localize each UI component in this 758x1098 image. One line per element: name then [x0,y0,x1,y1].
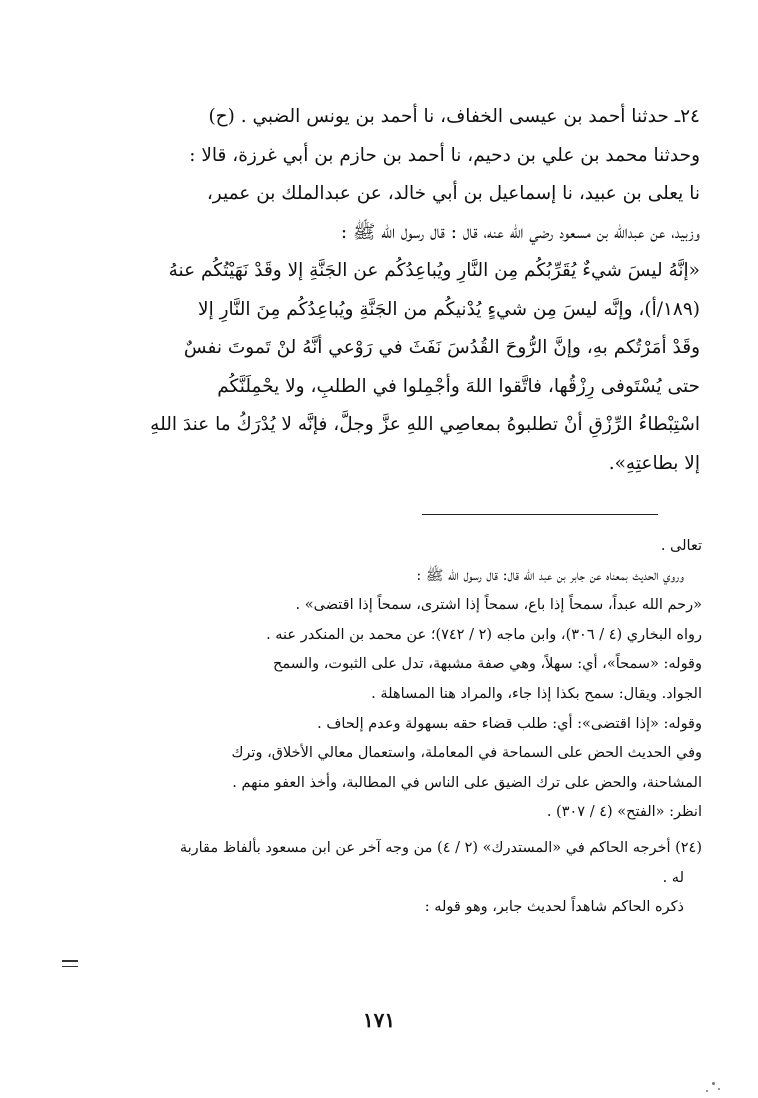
main-line-5: «إنَّهُ ليسَ شيءٌ يُقَرِّبُكُم مِن النَّارِ ويُباعِدُكُم عن الجَنَّةِ إلا وقَدْ نَهَيْتُكُم عنهُ [168,260,700,281]
footnote-line-3: «رحم الله عبداً، سمحاً إذا باع، سمحاً إذا اشترى، سمحاً إذا اقتضى» . [295,597,702,614]
footnote-24-line-3: ذكره الحاكم شاهداً لحديث جابر، وهو قوله : [424,899,684,916]
main-line-9: اسْتِبْطاءُ الرِّزْقِ أنْ تطلبوهُ بمعاصِي اللهِ عزَّ وجلَّ، فإنَّه لا يُدْرَكُ ما عندَ اللهِ [150,414,700,435]
scan-speck [706,1090,708,1092]
scan-speck [712,1082,715,1085]
footnote-24-line-1: (٢٤) أخرجه الحاكم في «المستدرك» (٢ / ٤) من وجه آخر عن ابن مسعود بألفاظ مقاربة [179,839,702,856]
footnote-line-1: تعالى . [660,538,702,554]
main-line-10: إلا بطاعتِهِ». [608,452,700,474]
continuation-mark-bar-top [62,960,78,962]
footnote-line-7: وقوله: «إذا اقتضى»: أي: طلب قضاء حقه بسهولة وعدم إلحاف . [317,715,702,732]
footnote-line-5: وقوله: «سمحاً»، أي: سهلاً، وهي صفة مشبهة، تدل على الثبوت، والسمح [273,656,702,673]
main-line-3: نا يعلى بن عبيد، نا إسماعيل بن أبي خالد، عن عبدالملك بن عمير، [206,183,700,204]
footnote-24-line-2: له . [662,869,684,886]
page-number: ١٧١ [362,1008,396,1032]
main-line-1: ٢٤ـ حدثنا أحمد بن عيسى الخفاف، نا أحمد بن يونس الضبي . (ح) [208,106,700,127]
footnote-separator [422,514,658,515]
main-line-6: (١٨٩/أ)، وإنَّه ليسَ مِن شيءٍ يُدْنيكُم من الجَنَّةِ ويُباعِدُكُم مِنَ النَّارِ إلا [198,298,700,320]
footnote-line-9: المشاحنة، والحض على ترك الضيق على الناس في المطالبة، وأخذ العفو منهم . [232,774,702,791]
footnote-line-8: وفي الحديث الحض على السماحة في المعاملة، واستعمال معالي الأخلاق، وترك [231,745,702,762]
main-line-2: وحدثنا محمد بن علي بن دحيم، نا أحمد بن حازم بن أبي غرزة، قالا : [189,144,700,166]
footnote-line-2: وروي الحديث بمعناه عن جابر بن عبد الله قال: قال رسول الله ﷺ : [416,567,684,584]
footnote-line-4: رواه البخاري (٤ / ٣٠٦)، وابن ماجه (٢ / ٧٤٢)؛ عن محمد بن المنكدر عنه . [266,626,702,643]
hadith-main-text [92,98,700,483]
footnote-line-10: انظر: «الفتح» (٤ / ٣٠٧) . [546,804,702,821]
continuation-mark [62,960,78,972]
main-line-4: وزبيد، عن عبدالله بن مسعود رضي الله عنه، قال : قال رسول الله ﷺ : [340,221,700,243]
main-line-8: حتى يُسْتَوفى رِزْقُها، فاتَّقوا اللهَ وأجْمِلوا في الطلبِ، ولا يحْمِلَنَّكُم [217,375,700,397]
footnotes [86,532,702,923]
main-line-7: وقَدْ أمَرْتُكم بهِ، وإنَّ الرُّوحَ القُدُسَ نَفَثَ في رَوْعي أنَّهُ لنْ تَموتَ نفسٌ [183,337,700,358]
continuation-mark-bar-bottom [62,966,78,968]
footnote-line-6: الجواد. ويقال: سمح بكذا إذا جاء، والمراد هنا المساهلة . [371,685,702,702]
scan-speck [718,1088,720,1090]
